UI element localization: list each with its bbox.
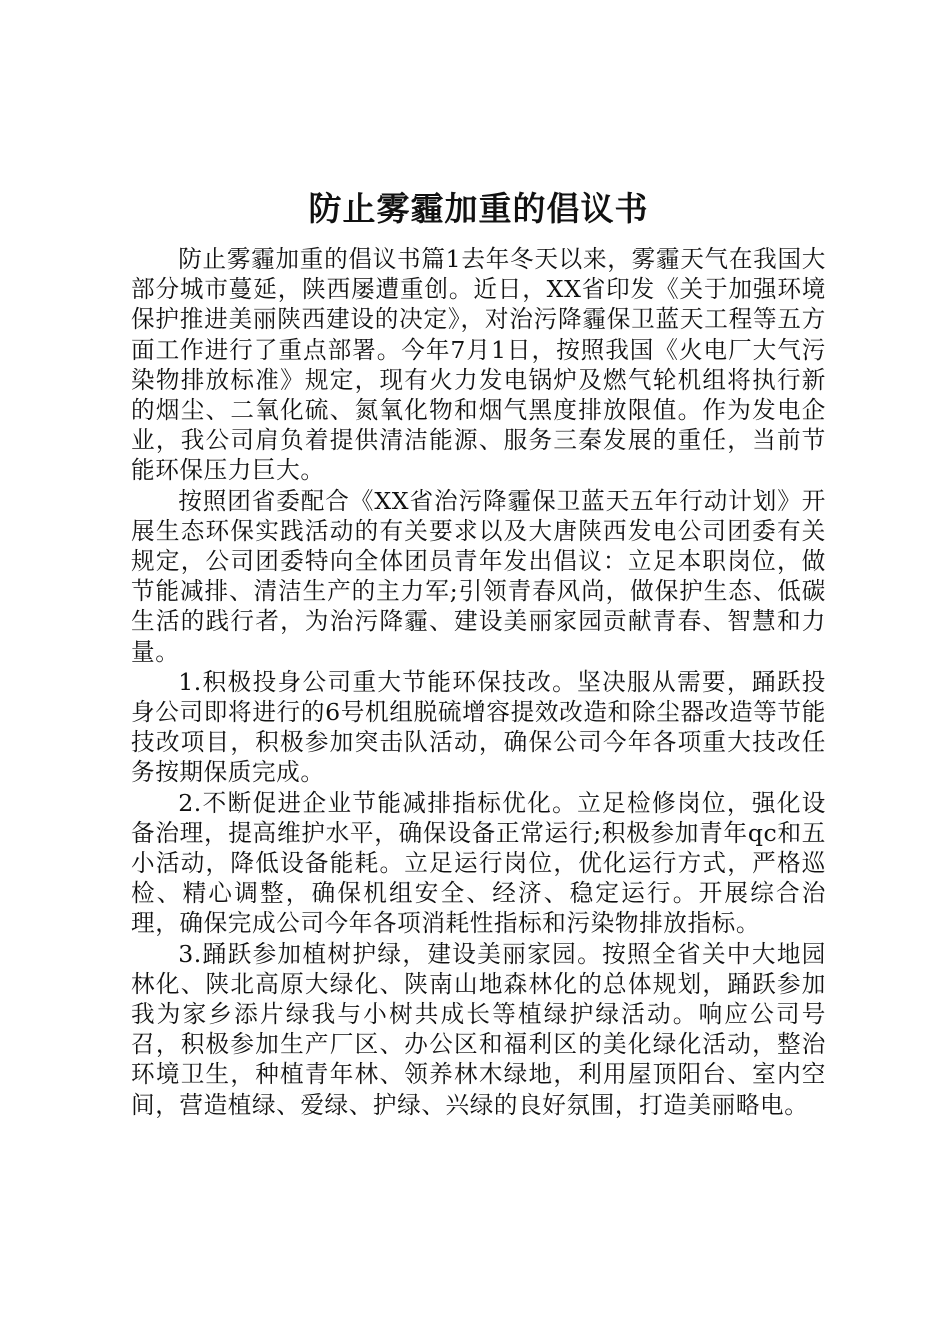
document-title: 防止雾霾加重的倡议书 [308,189,649,228]
paragraph-item-2: 2.不断促进企业节能减排指标优化。立足检修岗位，强化设备治理，提高维护水平，确保设备正常运行;积极参加青年qc和五小活动，降低设备能耗。立足运行岗位，优化运行方式，严格巡检、精心调整，确保机组安全、经济、稳定运行。开展综合治理，确保完成公司今年各项消耗性指标和污染物排放指标。 [131,788,826,938]
paragraph-item-3: 3.踊跃参加植树护绿，建设美丽家园。按照全省关中大地园林化、陕北高原大绿化、陕南山地森林化的总体规划，踊跃参加我为家乡添片绿我与小树共成长等植绿护绿活动。响应公司号召，积极参加生产厂区、办公区和福利区的美化绿化活动，整治环境卫生，种植青年林、领养林木绿地，利用屋顶阳台、室内空间，营造植绿、爱绿、护绿、兴绿的良好氛围，打造美丽略电。 [131,939,826,1119]
paragraph-intro: 防止雾霾加重的倡议书篇1去年冬天以来，雾霾天气在我国大部分城市蔓延，陕西屡遭重创。近日，XX省印发《关于加强环境保护推进美丽陕西建设的决定》，对治污降霾保卫蓝天工程等五方面工作进行了重点部署。今年7月1日，按照我国《火电厂大气污染物排放标准》规定，现有火力发电锅炉及燃气轮机组将执行新的烟尘、二氧化硫、氮氧化物和烟气黑度排放限值。作为发电企业，我公司肩负着提供清洁能源、服务三秦发展的重任，当前节能环保压力巨大。 [131,245,826,485]
paragraph-initiative: 按照团省委配合《XX省治污降霾保卫蓝天五年行动计划》开展生态环保实践活动的有关要求以及大唐陕西发电公司团委有关规定，公司团委特向全体团员青年发出倡议：立足本职岗位，做节能减排、清洁生产的主力军;引领青春风尚，做保护生态、低碳生活的践行者，为治污降霾、建设美丽家园贡献青春、智慧和力量。 [131,486,826,666]
paragraph-item-1: 1.积极投身公司重大节能环保技改。坚决服从需要，踊跃投身公司即将进行的6号机组脱硫增容提效改造和除尘器改造等节能技改项目，积极参加突击队活动，确保公司今年各项重大技改任务按期保质完成。 [131,667,826,787]
document-page [131,178,826,1120]
